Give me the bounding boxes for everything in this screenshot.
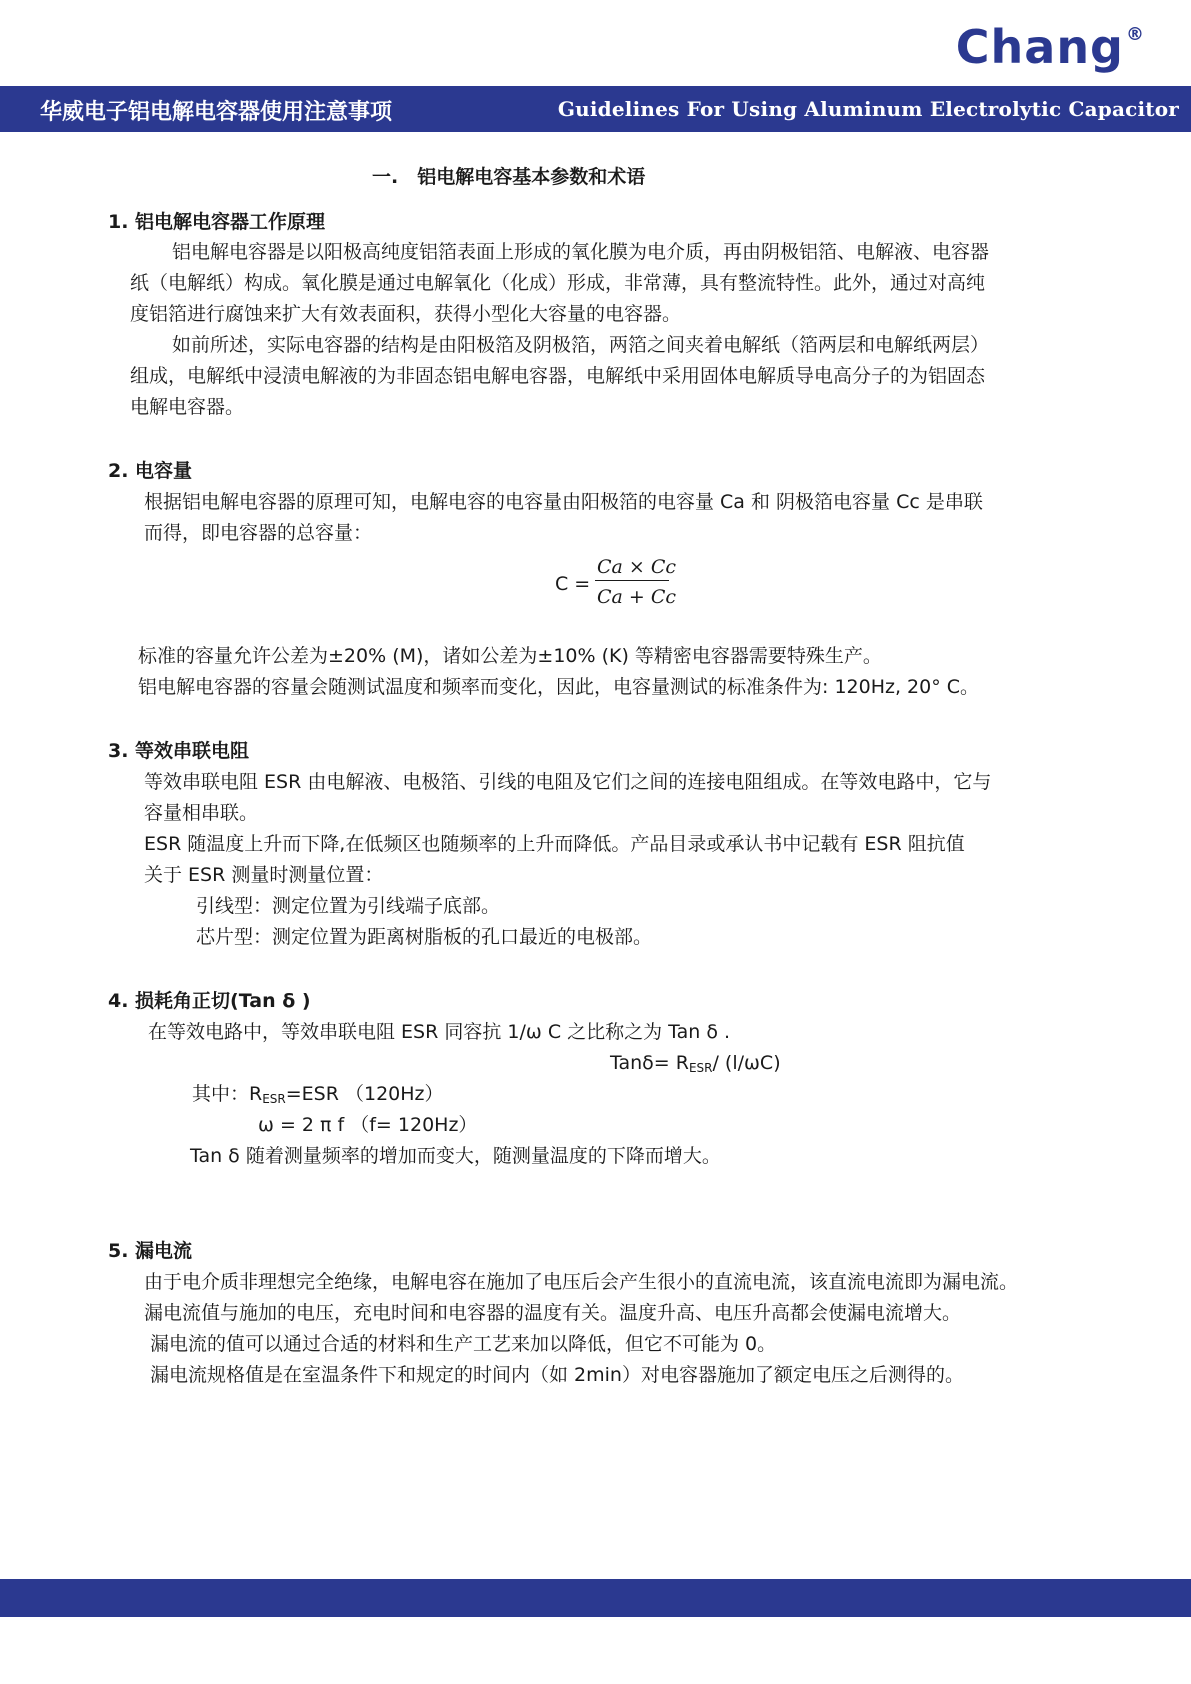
formula-denominator: Ca + Cc	[597, 586, 677, 608]
section-2-heading: 2. 电容量	[108, 460, 193, 482]
section-1-line: 铝电解电容器是以阳极高纯度铝箔表面上形成的氧化膜为电介质，再由阴极铝箔、电解液、电容器	[172, 241, 990, 263]
section-1-line: 纸（电解纸）构成。氧化膜是通过电解氧化（化成）形成，非常薄，具有整流特性。此外，通过对高纯	[130, 272, 986, 294]
registered-mark: ®	[1126, 24, 1145, 45]
section-2-line: 标准的容量允许公差为±20% (M)，诸如公差为±10% (K) 等精密电容器需要特殊生产。	[138, 645, 882, 667]
section-5-line: 由于电介质非理想完全绝缘，电解电容在施加了电压后会产生很小的直流电流，该直流电流即为漏电流。	[144, 1271, 1019, 1293]
section-3-line: 关于 ESR 测量时测量位置：	[144, 864, 384, 886]
section-5-line: 漏电流值与施加的电压，充电时间和电容器的温度有关。温度升高、电压升高都会使漏电流增大。	[144, 1302, 962, 1324]
section-1-line: 组成，电解纸中浸渍电解液的为非固态铝电解电容器，电解纸中采用固体电解质导电高分子的为铝固态	[130, 365, 986, 387]
section-5-line: 漏电流的值可以通过合适的材料和生产工艺来加以降低，但它不可能为 0。	[150, 1333, 777, 1355]
section-4-line: Tan δ 随着测量频率的增加而变大，随测量温度的下降而增大。	[190, 1145, 721, 1167]
formula-numerator: Ca × Cc	[597, 556, 677, 578]
section-3-line: 引线型：测定位置为引线端子底部。	[196, 895, 501, 917]
section-1-line: 度铝箔进行腐蚀来扩大有效表面积，获得小型化大容量的电容器。	[130, 303, 682, 325]
section-4-line: 在等效电路中，等效串联电阻 ESR 同容抗 1/ω C 之比称之为 Tan δ .	[148, 1021, 731, 1043]
header-title-en: Guidelines For Using Aluminum Electrolytic Capacitor	[557, 97, 1179, 121]
fraction-bar	[595, 580, 669, 581]
section-1-heading: 1. 铝电解电容器工作原理	[108, 211, 326, 233]
section-4-heading: 4. 损耗角正切(Tan δ )	[108, 990, 311, 1012]
section-5-line: 漏电流规格值是在室温条件下和规定的时间内（如 2min）对电容器施加了额定电压之后测得的。	[150, 1364, 964, 1386]
formula-lhs: C =	[555, 573, 591, 595]
section-4-line: 其中：$R_{ESR}=ESR$ （120Hz）	[192, 1083, 444, 1106]
section-3-line: ESR 随温度上升而下降,在低频区也随频率的上升而降低。产品目录或承认书中记载有 ESR 阻抗值	[144, 833, 965, 855]
page-title: 一. 铝电解电容基本参数和术语	[372, 166, 646, 188]
footer-bar	[0, 1579, 1191, 1617]
section-3-line: 芯片型：测定位置为距离树脂板的孔口最近的电极部。	[196, 926, 653, 948]
section-2-line: 铝电解电容器的容量会随测试温度和频率而变化，因此，电容量测试的标准条件为: 120Hz, 20° C。	[138, 676, 980, 698]
section-2-line: 根据铝电解电容器的原理可知，电解电容的电容量由阳极箔的电容量 Ca 和 阴极箔电容量 Cc 是串联	[144, 491, 983, 513]
section-3-line: 等效串联电阻 ESR 由电解液、电极箔、引线的电阻及它们之间的连接电阻组成。在等效电路中，它与	[144, 771, 992, 793]
section-3-heading: 3. 等效串联电阻	[108, 740, 250, 762]
section-5-heading: 5. 漏电流	[108, 1240, 193, 1262]
section-4-line: ω = 2 π f （f= 120Hz）	[258, 1114, 478, 1136]
chang-logo: Chang ®	[955, 20, 1145, 74]
tan-delta-formula: $Tan\delta= R_{ESR}/$ (l/ωC)	[610, 1052, 781, 1075]
section-3-line: 容量相串联。	[144, 802, 259, 824]
section-1-line: 如前所述，实际电容器的结构是由阳极箔及阴极箔，两箔之间夹着电解纸（箔两层和电解纸两层）	[172, 334, 990, 356]
section-1-line: 电解电容器。	[130, 396, 245, 418]
section-2-line: 而得，即电容器的总容量：	[144, 522, 373, 544]
header-title-cn: 华威电子铝电解电容器使用注意事项	[40, 100, 393, 125]
